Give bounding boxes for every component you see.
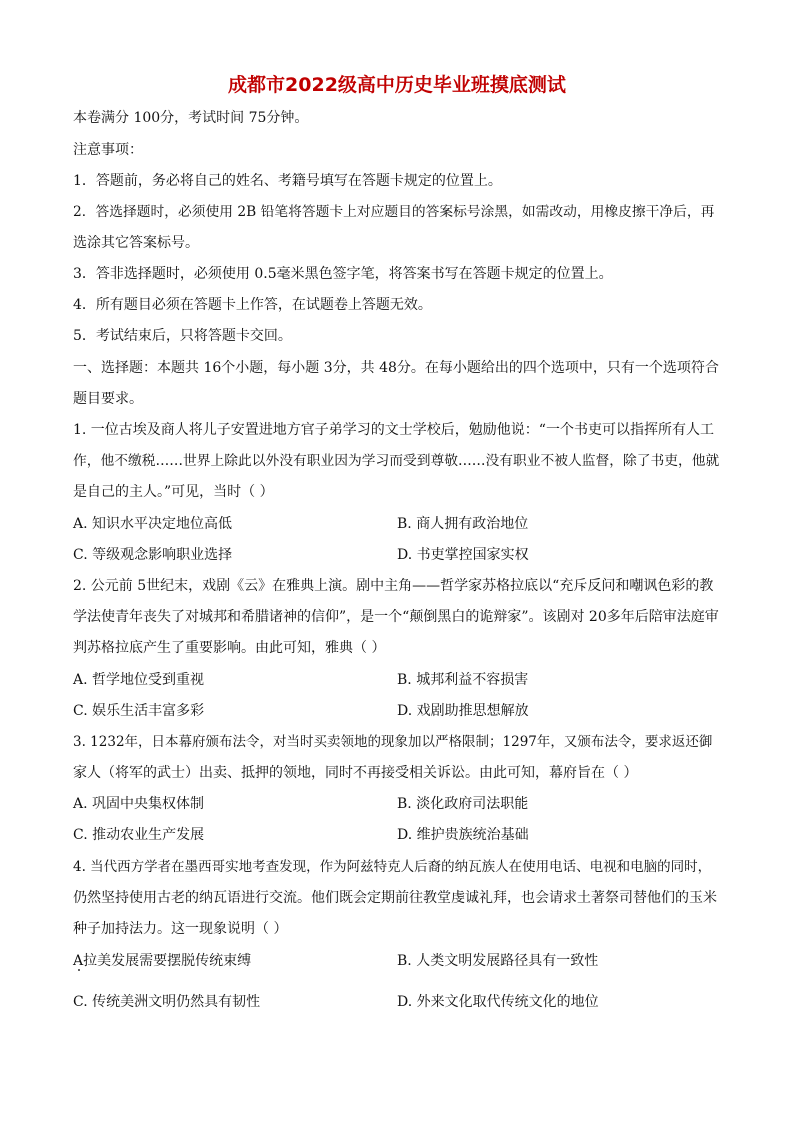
note-line: 2．答选择题时，必须使用 2B 铅笔将答题卡上对应题目的答案标号涂黑，如需改动，用橡皮擦干净后，再 [73, 204, 715, 220]
option-d: D. 维护贵族统治基础 [397, 827, 529, 843]
exam-intro: 本卷满分 100分，考试时间 75分钟。 [73, 110, 309, 126]
option-c: C. 传统美洲文明仍然具有韧性 [73, 994, 261, 1010]
question-stem-line: 作，他不缴税……世界上除此以外没有职业因为学习而受到尊敬……没有职业不被人监督，除了书吏，他就 [73, 453, 720, 469]
question-stem-line: 是自己的主人。”可见，当时（ ） [73, 484, 274, 500]
question-stem-line: 仍然坚持使用古老的纳瓦语进行交流。他们既会定期前往教堂虔诚礼拜，也会请求土著祭司替他们的玉米 [73, 890, 717, 906]
option-a: A. 哲学地位受到重视 [73, 672, 205, 688]
note-line: 选涂其它答案标号。 [73, 235, 199, 251]
option-a: A拉美发展需要摆脱传统束缚 [73, 953, 252, 969]
question-stem-line: 判苏格拉底产生了重要影响。由此可知，雅典（ ） [73, 640, 386, 656]
option-b: B. 城邦利益不容损害 [397, 672, 529, 688]
stray-dot [78, 969, 80, 971]
note-line: 4．所有题目必须在答题卡上作答，在试题卷上答题无效。 [73, 297, 432, 313]
option-d: D. 外来文化取代传统文化的地位 [397, 994, 599, 1010]
notes-heading: 注意事项： [73, 142, 143, 158]
question-stem-line: 4. 当代西方学者在墨西哥实地考查发现，作为阿兹特克人后裔的纳瓦族人在使用电话、电视和电脑的同时， [73, 859, 712, 875]
option-c: C. 娱乐生活丰富多彩 [73, 703, 205, 719]
note-line: 1．答题前，务必将自己的姓名、考籍号填写在答题卡规定的位置上。 [73, 173, 502, 189]
section-heading-cont: 题目要求。 [73, 391, 143, 407]
option-a: A. 知识水平决定地位高低 [73, 516, 233, 532]
option-c: C. 推动农业生产发展 [73, 827, 205, 843]
option-b: B. 人类文明发展路径具有一致性 [397, 953, 599, 969]
page-title: 成都市2022级高中历史毕业班摸底测试 [228, 74, 566, 96]
option-c: C. 等级观念影响职业选择 [73, 547, 233, 563]
option-b: B. 商人拥有政治地位 [397, 516, 529, 532]
question-stem-line: 3. 1232年，日本幕府颁布法令，对当时买卖领地的现象加以严格限制；1297年，又颁布法令，要求返还御 [73, 734, 713, 750]
option-a: A. 巩固中央集权体制 [73, 796, 205, 812]
question-stem-line: 1. 一位古埃及商人将儿子安置进地方官子弟学习的文士学校后，勉励他说：“一个书吏可以指挥所有人工 [73, 422, 714, 438]
note-line: 3．答非选择题时，必须使用 0.5毫米黑色签字笔，将答案书写在答题卡规定的位置上。 [73, 266, 613, 282]
option-b: B. 淡化政府司法职能 [397, 796, 529, 812]
section-heading: 一、选择题：本题共 16个小题，每小题 3分，共 48分。在每小题给出的四个选项中，只有一个选项符合 [73, 360, 719, 376]
question-stem-line: 家人（将军的武士）出卖、抵押的领地，同时不再接受相关诉讼。由此可知，幕府旨在（ ） [73, 765, 638, 781]
note-line: 5．考试结束后，只将答题卡交回。 [73, 328, 292, 344]
option-d: D. 戏剧助推思想解放 [397, 703, 529, 719]
question-stem-line: 学法使青年丧失了对城邦和希腊诸神的信仰”，是一个“颠倒黑白的诡辩家”。该剧对 20多年后陪审法庭审 [73, 609, 719, 625]
question-stem-line: 种子加持法力。这一现象说明（ ） [73, 921, 288, 937]
option-d: D. 书吏掌控国家实权 [397, 547, 529, 563]
question-stem-line: 2. 公元前 5世纪末，戏剧《云》在雅典上演。剧中主角——哲学家苏格拉底以“充斥反问和嘲讽色彩的教 [73, 578, 714, 594]
